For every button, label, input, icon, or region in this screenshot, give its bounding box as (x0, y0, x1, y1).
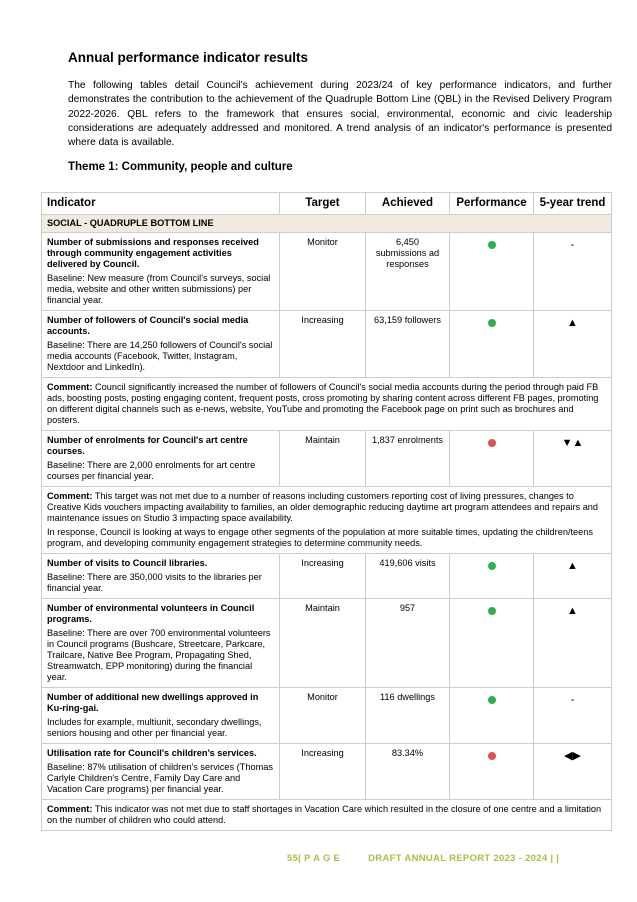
column-header-achieved: Achieved (366, 193, 450, 215)
indicator-name: Utilisation rate for Council's children’s services. (47, 748, 257, 758)
indicator-cell (42, 431, 280, 487)
performance-dot-icon (488, 319, 496, 327)
indicator-baseline: Baseline: New measure (from Council's surveys, social media, website and other written submissions) per financial year. (47, 273, 271, 305)
performance-dot-icon (488, 607, 496, 615)
trend-icon: ▲ (567, 605, 578, 617)
section-row (42, 215, 612, 233)
performance-dot-icon (488, 241, 496, 249)
target-cell: Increasing (280, 311, 366, 378)
table-row (42, 688, 612, 744)
intro-paragraph: The following tables detail Council’s achievement during 2023/24 of key performance indicators, and further demonstrates the contribution to the achievement of the Quadruple Bottom Line (QBL) in the Revised Delivery Program 2022-2026. QBL refers to the framework that ensures social, environmental, economic and civic leadership considerations are adequately addressed and monitored. A trend analysis of an indicator's performance is presented where data is available. (68, 80, 612, 149)
performance-dot-icon (488, 696, 496, 704)
table-row (42, 554, 612, 599)
target-cell: Maintain (280, 431, 366, 487)
table-row (42, 599, 612, 688)
comment-label: Comment: (47, 491, 93, 501)
indicator-baseline: Baseline: There are 14,250 followers of Council's social media accounts (Facebook, Twitter, Instagram, Nextdoor and LinkedIn). (47, 340, 273, 372)
trend-icon: - (570, 694, 575, 706)
trend-icon: ▲ (567, 560, 578, 572)
indicator-name: Number of additional new dwellings approved in Ku-ring-gai. (47, 692, 259, 713)
achieved-cell: 6,450 submissions ad responses (366, 233, 450, 311)
comment-text: Council significantly increased the number of followers of Council's social media accounts during the period through paid FB ads, boosting posts, posting engaging content, frequent posts, cross promoting by sharing content across different FB pages, promoting on different digital channels such as e-news, website, YouTube and promoting the Facebook page on print such as brochures and posters. (47, 382, 599, 425)
indicator-name: Number of enrolments for Council's art centre courses. (47, 435, 248, 456)
indicator-cell (42, 233, 280, 311)
indicator-baseline: Baseline: 87% utilisation of children's services (Thomas Carlyle Children's Centre, Family Day Care and Vacation Care programs) per financial year. (47, 762, 273, 794)
performance-cell (450, 431, 534, 487)
column-header-trend: 5-year trend (534, 193, 612, 215)
achieved-cell: 63,159 followers (366, 311, 450, 378)
table-row (42, 311, 612, 378)
indicator-name: Number of visits to Council libraries. (47, 558, 208, 568)
target-cell: Monitor (280, 688, 366, 744)
performance-dot-icon (488, 752, 496, 760)
theme-heading: Theme 1: Community, people and culture (68, 161, 293, 173)
performance-cell (450, 554, 534, 599)
indicator-baseline: Includes for example, multiunit, secondary dwellings, seniors housing and other per financial year. (47, 717, 262, 738)
footer-report-title: DRAFT ANNUAL REPORT 2023 - 2024 | | (368, 853, 560, 864)
achieved-cell: 1,837 enrolments (366, 431, 450, 487)
indicator-cell (42, 554, 280, 599)
section-label: SOCIAL - QUADRUPLE BOTTOM LINE (42, 215, 612, 233)
comment-row (42, 378, 612, 431)
table-header-row (42, 193, 612, 215)
indicator-cell (42, 688, 280, 744)
comment-cell (42, 800, 612, 831)
trend-cell (534, 311, 612, 378)
achieved-cell: 957 (366, 599, 450, 688)
performance-cell (450, 233, 534, 311)
comment-text: This target was not met due to a number of reasons including customers reporting cost of living pressures, changes to Creative Kids vouchers impacting availability to families, an older demographic reducing daytime art program attendees and repairs and maintenance issues on Studio 3 impacting space availability. (47, 491, 599, 523)
achieved-cell: 116 dwellings (366, 688, 450, 744)
performance-dot-icon (488, 562, 496, 570)
column-header-indicator: Indicator (42, 193, 280, 215)
comment-text: In response, Council is looking at ways to engage other segments of the population at more suitable times, updating the children/teens program, and developing community engagement strategies to determine community needs. (47, 527, 593, 548)
trend-cell (534, 688, 612, 744)
page-heading: Annual performance indicator results (68, 50, 309, 65)
trend-icon: ◀▶ (564, 750, 581, 762)
comment-cell (42, 487, 612, 554)
comment-cell (42, 378, 612, 431)
indicator-cell (42, 311, 280, 378)
comment-row (42, 800, 612, 831)
column-header-target: Target (280, 193, 366, 215)
comment-label: Comment: (47, 804, 93, 814)
comment-text: This indicator was not met due to staff shortages in Vacation Care which resulted in the closure of one centre and a limitation on the number of children who could attend. (47, 804, 602, 825)
column-header-performance: Performance (450, 193, 534, 215)
trend-cell (534, 599, 612, 688)
target-cell: Maintain (280, 599, 366, 688)
table-row (42, 233, 612, 311)
achieved-cell: 419,606 visits (366, 554, 450, 599)
indicator-name: Number of environmental volunteers in Council programs. (47, 603, 255, 624)
comment-row (42, 487, 612, 554)
target-cell: Monitor (280, 233, 366, 311)
indicator-cell (42, 744, 280, 800)
indicator-cell (42, 599, 280, 688)
trend-cell (534, 431, 612, 487)
comment-label: Comment: (47, 382, 93, 392)
target-cell: Increasing (280, 744, 366, 800)
target-cell: Increasing (280, 554, 366, 599)
indicator-baseline: Baseline: There are over 700 environmental volunteers in Council programs (Bushcare, Streetcare, Parkcare, Trailcare, Native Bee Program, Propagating Shed, Streamwatch, EPP monitoring) during the financial year. (47, 628, 271, 682)
table-row (42, 744, 612, 800)
indicator-baseline: Baseline: There are 2,000 enrolments for art centre courses per financial year. (47, 460, 256, 481)
performance-cell (450, 311, 534, 378)
trend-icon: - (570, 239, 575, 251)
performance-cell (450, 599, 534, 688)
indicator-name: Number of submissions and responses received through community engagement activities delivered by Council. (47, 237, 259, 269)
trend-icon: ▲ (567, 317, 578, 329)
performance-cell (450, 744, 534, 800)
performance-dot-icon (488, 439, 496, 447)
performance-cell (450, 688, 534, 744)
achieved-cell: 83.34% (366, 744, 450, 800)
footer-page-number: 55| P A G E (287, 853, 341, 864)
indicator-name: Number of followers of Council's social media accounts. (47, 315, 249, 336)
trend-icon: ▼▲ (561, 437, 584, 449)
trend-cell (534, 233, 612, 311)
trend-cell (534, 744, 612, 800)
table-row (42, 431, 612, 487)
indicator-table (41, 192, 612, 831)
indicator-baseline: Baseline: There are 350,000 visits to the libraries per financial year. (47, 572, 262, 593)
page-footer (287, 853, 559, 864)
trend-cell (534, 554, 612, 599)
